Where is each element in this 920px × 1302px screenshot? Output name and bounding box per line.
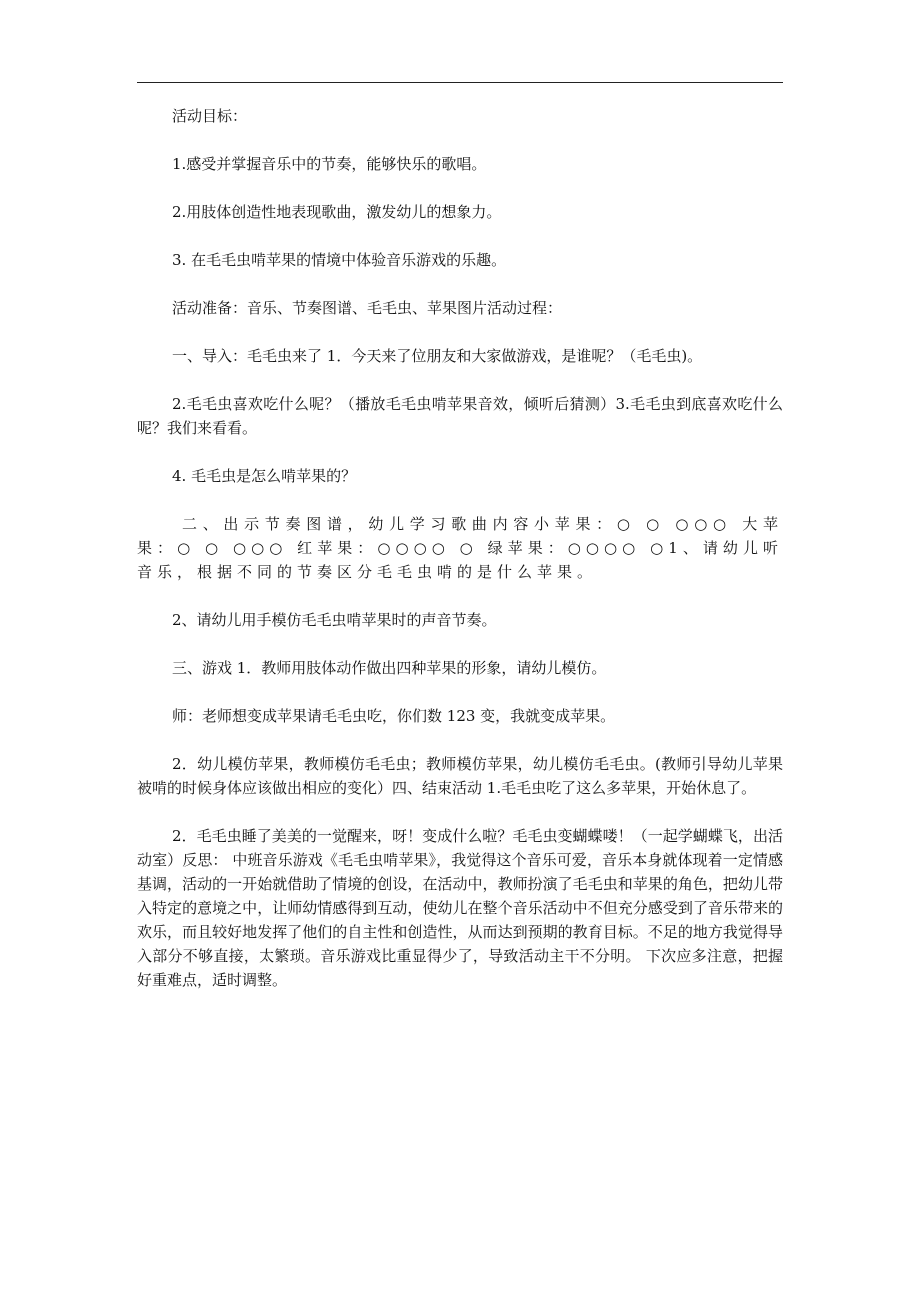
paragraph-intro-2: 2.毛毛虫喜欢吃什么呢？（播放毛毛虫啃苹果音效，倾听后猜测）3.毛毛虫到底喜欢吃什么呢？我们来看看。: [137, 395, 783, 437]
paragraph-objective-3: 3. 在毛毛虫啃苹果的情境中体验音乐游戏的乐趣。: [172, 251, 507, 269]
paragraph-game-2: 2．幼儿模仿苹果，教师模仿毛毛虫；教师模仿苹果，幼儿模仿毛毛虫。(教师引导幼儿苹果被啃的时候身体应该做出相应的变化）四、结束活动 1.毛毛虫吃了这么多苹果，开始休息了。: [137, 755, 783, 797]
paragraph-intro-4: 4. 毛毛虫是怎么啃苹果的？: [172, 467, 357, 485]
paragraph-preparation: 活动准备：音乐、节奏图谱、毛毛虫、苹果图片活动过程：: [172, 299, 563, 317]
paragraph-rhythm-chart: 二、出示节奏图谱，幼儿学习歌曲内容小苹果：○ ○ ○○○ 大苹果：○ ○ ○○○ 红苹果：○○○○ ○ 绿苹果：○○○○ ○1、请幼儿听音乐，根据不同的节奏区分毛毛虫啃的是什么苹果。: [137, 515, 783, 581]
paragraph-objectives-heading: 活动目标：: [172, 107, 248, 125]
paragraph-teacher-line: 师：老师想变成苹果请毛毛虫吃，你们数 123 变，我就变成苹果。: [172, 707, 616, 725]
paragraph-intro-1: 一、导入：毛毛虫来了 1．今天来了位朋友和大家做游戏，是谁呢？（毛毛虫)。: [172, 347, 703, 365]
paragraph-objective-1: 1.感受并掌握音乐中的节奏，能够快乐的歌唱。: [172, 155, 487, 173]
header-rule: [137, 82, 783, 83]
document-body: [137, 104, 783, 1016]
paragraph-game-1: 三、游戏 1．教师用肢体动作做出四种苹果的形象，请幼儿模仿。: [172, 659, 607, 677]
paragraph-objective-2: 2.用肢体创造性地表现歌曲，激发幼儿的想象力。: [172, 203, 502, 221]
paragraph-reflection: 2．毛毛虫睡了美美的一觉醒来，呀！变成什么啦？毛毛虫变蝴蝶喽！（一起学蝴蝶飞，出活动室）反思： 中班音乐游戏《毛毛虫啃苹果》，我觉得这个音乐可爱，音乐本身就体现着一定情感基调，活动的一开始就借助了情境的创设，在活动中，教师扮演了毛毛虫和苹果的角色，把幼儿带入特定的意境之中，让师幼情感得到互动，使幼儿在整个音乐活动中不但充分感受到了音乐带来的欢乐，而且较好地发挥了他们的自主性和创造性，从而达到预期的教育目标。不足的地方我觉得导入部分不够直接，太繁琐。音乐游戏比重显得少了，导致活动主干不分明。 下次应多注意，把握好重难点，适时调整。: [137, 827, 783, 989]
paragraph-rhythm-imitation: 2、请幼儿用手模仿毛毛虫啃苹果时的声音节奏。: [172, 611, 497, 629]
